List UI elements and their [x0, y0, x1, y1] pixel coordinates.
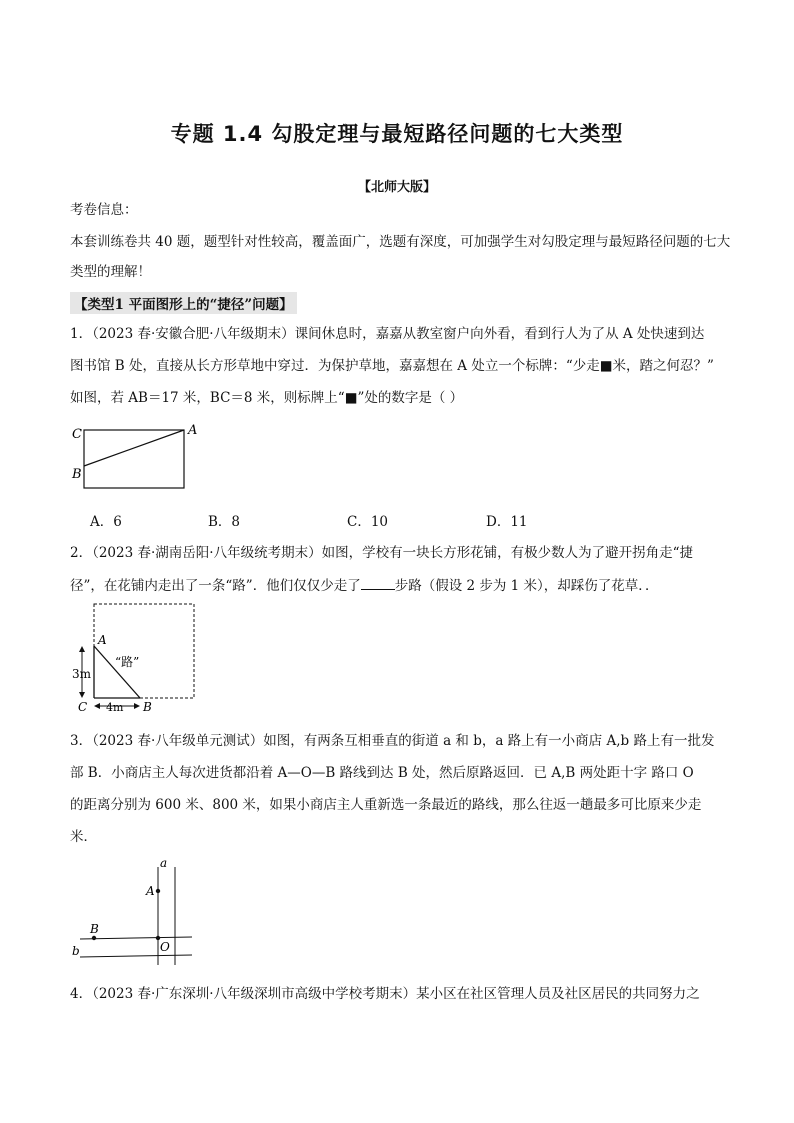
q1-line-3: 如图，若 AB＝17 米，BC＝8 米，则标牌上“■”处的数字是（ ）: [70, 390, 464, 406]
q2-label-b: B: [143, 700, 152, 714]
q1-figure: [68, 420, 208, 496]
info-label: 考卷信息：: [70, 202, 138, 218]
q2-line-2: [70, 575, 659, 596]
q3-point-a: [156, 889, 160, 893]
q1-line-2: 图书馆 B 处，直接从长方形草地中穿过．为保护草地，嘉嘉想在 A 处立一个标牌：“少走■米，踏之何忍？”: [70, 358, 714, 374]
q1-label-a: A: [188, 423, 198, 438]
q2-line-2-start: 径”，在花铺内走出了一条“路”．他们仅仅少走了: [70, 578, 361, 594]
q1-option-c: C．10: [347, 514, 389, 530]
q2-flowerbed-rect: [94, 604, 194, 698]
section-heading-type-1: 【类型1 平面图形上的“捷径”问题】: [70, 292, 297, 314]
q3-label-street-a: a: [160, 856, 168, 870]
q2-label-c: C: [78, 700, 88, 714]
q2-road-label: “路”: [115, 655, 140, 669]
q3-label-b: B: [90, 922, 99, 936]
edition-label: 【北师大版】: [357, 180, 436, 195]
q2-figure: [70, 600, 200, 718]
q2-line-2-end: 步路（假设 2 步为 1 米），却踩伤了花草．．: [394, 578, 659, 594]
q3-figure: [68, 855, 198, 970]
q2-line-1: 2．（2023 春·湖南岳阳·八年级统考期末）如图，学校有一块长方形花铺，有极少数人为了避开拐角走“捷: [70, 545, 693, 561]
info-line-2: 类型的理解！: [70, 264, 151, 280]
q1-option-d: D．11: [486, 514, 528, 530]
q3-point-b: [92, 936, 96, 940]
q1-rectangle: [84, 430, 184, 488]
q2-road-ab: [94, 646, 140, 698]
q1-option-a: A．6: [90, 514, 122, 530]
q2-label-a: A: [98, 633, 107, 647]
q3-line-1: 3．（2023 春·八年级单元测试）如图，有两条互相垂直的街道 a 和 b，a 路上有一小商店 A,b 路上有一批发: [70, 733, 715, 749]
q1-label-b: B: [72, 467, 82, 482]
q2-arrow-left: [94, 703, 100, 709]
q3-label-o: O: [160, 940, 170, 954]
q3-label-a: A: [146, 884, 155, 898]
q2-dim-3m: 3m: [72, 667, 92, 681]
q3-line-3: 的距离分别为 600 米、800 米，如果小商店主人重新选一条最近的路线，那么往返一趟最多可比原来少走: [70, 797, 702, 813]
q3-label-street-b: b: [72, 944, 80, 958]
q1-line-1: 1．（2023 春·安徽合肥·八年级期末）课间休息时，嘉嘉从教室窗户向外看，看到行人为了从 A 处快速到达: [70, 326, 705, 342]
q2-answer-blank: [361, 575, 395, 590]
q2-dim-4m: 4m: [106, 701, 124, 714]
q4-line-1: 4．（2023 春·广东深圳·八年级深圳市高级中学校考期末）某小区在社区管理人员及社区居民的共同努力之: [70, 986, 700, 1002]
q2-arrow-down: [79, 692, 85, 698]
q3-line-2: 部 B．小商店主人每次进货都沿着 A—O—B 路线到达 B 处，然后原路返回．已 A,B 两处距十字 路口 O: [70, 765, 694, 781]
info-line-1: 本套训练卷共 40 题，题型针对性较高，覆盖面广，选题有深度，可加强学生对勾股定理与最短路径问题的七大: [70, 234, 731, 250]
q3-line-4: 米．: [70, 829, 97, 845]
q1-label-c: C: [72, 427, 82, 442]
q2-arrow-right: [134, 703, 140, 709]
q1-option-b: B．8: [208, 514, 241, 530]
q2-arrow-up: [79, 646, 85, 652]
page-title: 专题 1.4 勾股定理与最短路径问题的七大类型: [170, 122, 624, 146]
q1-diagonal-ab: [84, 430, 184, 466]
